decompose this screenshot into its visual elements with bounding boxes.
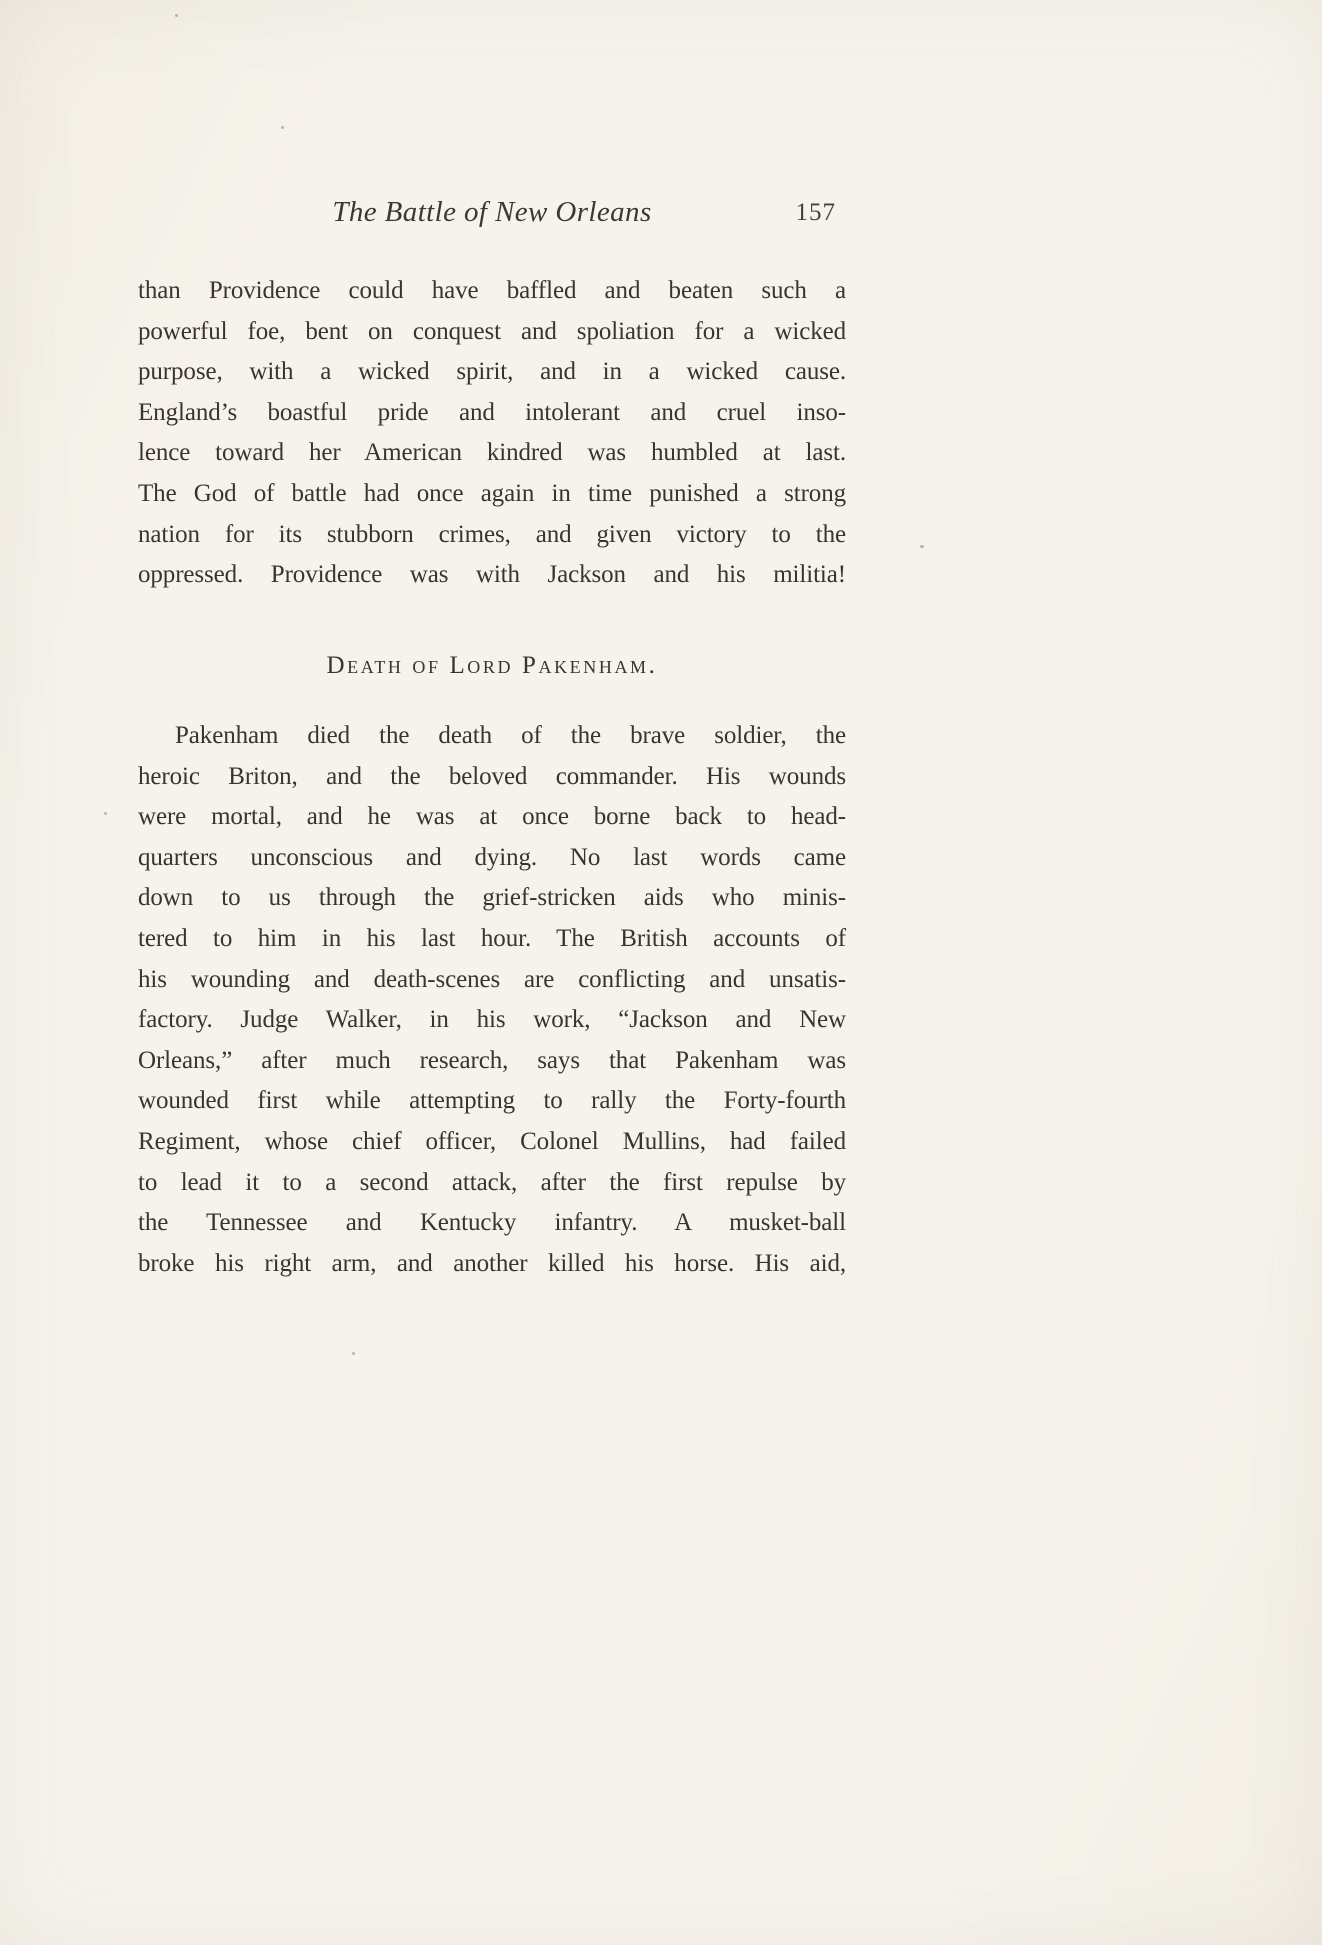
text-line: Regiment, whose chief officer, Colonel Mullins, had failed bbox=[138, 1127, 846, 1155]
section-heading: Death of Lord Pakenham. bbox=[326, 652, 658, 679]
text-line: his wounding and death-scenes are conflicting and unsatis- bbox=[138, 965, 846, 993]
text-line: nation for its stubborn crimes, and given victory to the bbox=[138, 520, 846, 548]
scan-speck bbox=[920, 545, 924, 548]
text-line: The God of battle had once again in time punished a strong bbox=[138, 479, 846, 507]
text-line: factory. Judge Walker, in his work, “Jackson and New bbox=[138, 1006, 846, 1034]
paragraph-2 bbox=[138, 716, 846, 1284]
scan-speck bbox=[281, 126, 284, 129]
text-line: powerful foe, bent on conquest and spoliation for a wicked bbox=[138, 317, 846, 345]
text-line: lence toward her American kindred was humbled at last. bbox=[138, 439, 846, 467]
running-header bbox=[138, 196, 846, 236]
scan-speck bbox=[175, 14, 178, 17]
paragraph-1 bbox=[138, 271, 846, 596]
text-line: quarters unconscious and dying. No last words came bbox=[138, 843, 846, 871]
text-line: oppressed. Providence was with Jackson and his militia! bbox=[138, 561, 846, 589]
text-line: the Tennessee and Kentucky infantry. A musket-ball bbox=[138, 1209, 846, 1237]
text-line: Pakenham died the death of the brave soldier, the bbox=[175, 722, 846, 749]
text-line: heroic Briton, and the beloved commander. His wounds bbox=[138, 762, 846, 790]
text-line: than Providence could have baffled and beaten such a bbox=[138, 277, 846, 304]
book-title: The Battle of New Orleans bbox=[332, 196, 652, 228]
page-number: 157 bbox=[795, 199, 836, 226]
scan-speck bbox=[352, 1352, 355, 1355]
text-line: Orleans,” after much research, says that Pakenham was bbox=[138, 1046, 846, 1074]
text-line: to lead it to a second attack, after the first repulse by bbox=[138, 1168, 846, 1196]
text-line: broke his right arm, and another killed his horse. His aid, bbox=[138, 1249, 846, 1277]
text-line: England’s boastful pride and intolerant and cruel inso- bbox=[138, 398, 846, 426]
text-line: wounded first while attempting to rally the Forty-fourth bbox=[138, 1087, 846, 1115]
text-line: down to us through the grief-stricken aids who minis- bbox=[138, 884, 846, 912]
text-line: purpose, with a wicked spirit, and in a wicked cause. bbox=[138, 358, 846, 386]
scan-speck bbox=[104, 812, 107, 815]
text-line: were mortal, and he was at once borne back to head- bbox=[138, 803, 846, 831]
text-line: tered to him in his last hour. The British accounts of bbox=[138, 924, 846, 952]
